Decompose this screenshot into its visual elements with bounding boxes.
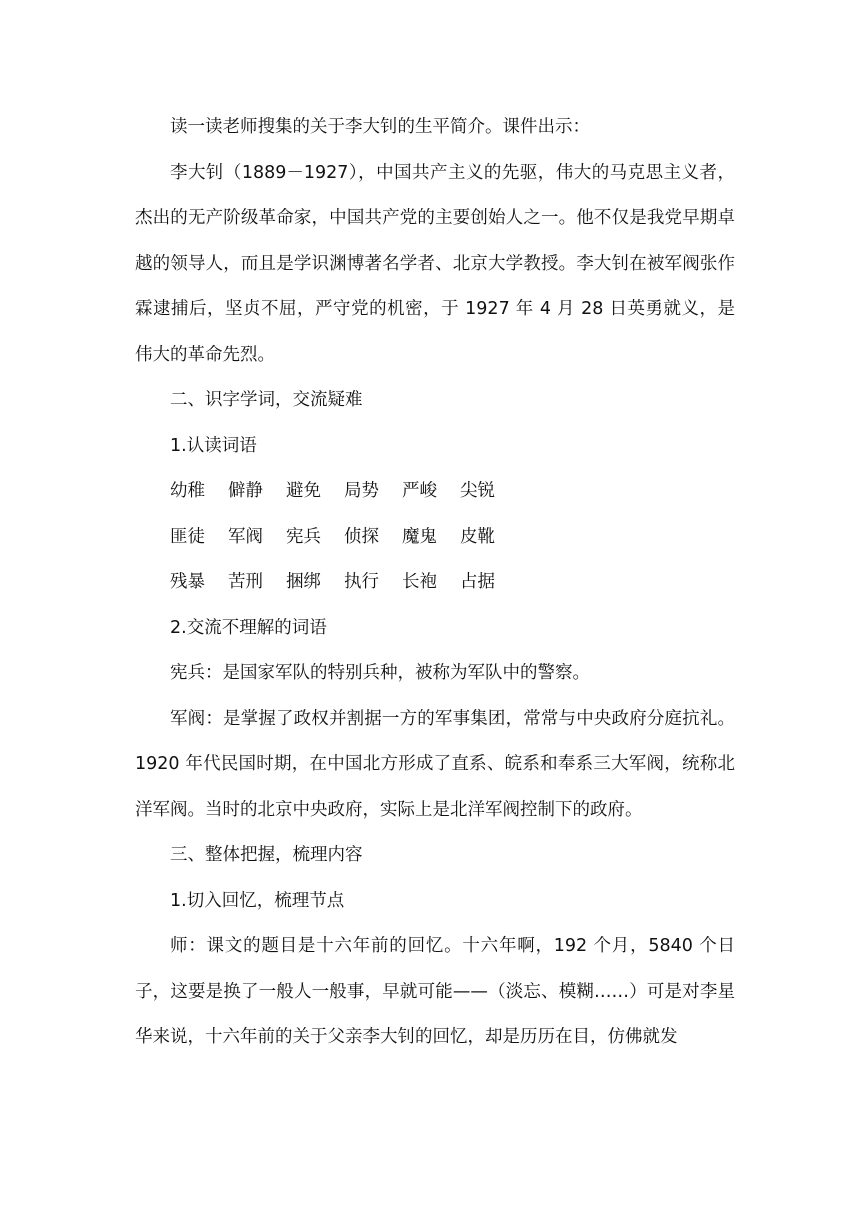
vocab-word: 宪兵 xyxy=(286,526,321,547)
vocab-word: 占据 xyxy=(460,572,495,592)
vocab-word: 避免 xyxy=(286,481,321,501)
vocab-word: 严峻 xyxy=(402,481,437,501)
vocab-word: 皮靴 xyxy=(460,526,495,547)
teacher-paragraph: 师：课文的题目是十六年前的回忆。十六年啊，192 个月，5840 个日子，这要是换了一般人一般事，早就可能——（淡忘、模糊……）可是对李星华来说，十六年前的关于父亲李大钊的回忆，却是历历在目，仿佛就发 xyxy=(135,936,735,1047)
section-heading-3: 三、整体把握，梳理内容 xyxy=(170,845,363,865)
vocab-word: 苦刑 xyxy=(228,572,263,592)
vocab-word: 匪徒 xyxy=(170,526,205,547)
vocab-word: 执行 xyxy=(344,572,379,592)
definition-xianbing: 宪兵：是国家军队的特别兵种，被称为军队中的警察。 xyxy=(170,663,590,683)
vocab-word: 局势 xyxy=(344,481,379,501)
vocab-word: 残暴 xyxy=(170,572,205,592)
vocab-word: 尖锐 xyxy=(460,481,495,501)
subheading-discuss-words: 2.交流不理解的词语 xyxy=(170,617,327,638)
subheading-recall: 1.切入回忆，梳理节点 xyxy=(170,890,345,911)
word-row xyxy=(135,515,735,561)
vocab-word: 侦探 xyxy=(344,526,379,547)
intro-paragraph: 读一读老师搜集的关于李大钊的生平简介。课件出示： xyxy=(170,117,590,137)
subheading-read-words: 1.认读词语 xyxy=(170,435,257,456)
document-body xyxy=(135,105,735,1061)
bio-paragraph: 李大钊（1889－1927），中国共产主义的先驱，伟大的马克思主义者，杰出的无产阶级革命家，中国共产党的主要创始人之一。他不仅是我党早期卓越的领导人，而且是学识渊博著名学者、北京大学教授。李大钊在被军阀张作霖逮捕后，坚贞不屈，严守党的机密，于 1927 年 4 月 28 日英勇就义，是伟大的革命先烈。 xyxy=(135,162,735,365)
vocab-word: 僻静 xyxy=(228,481,263,501)
definition-junfa: 军阀：是掌握了政权并割据一方的军事集团，常常与中央政府分庭抗礼。1920 年代民国时期，在中国北方形成了直系、皖系和奉系三大军阀，统称北洋军阀。当时的北京中央政府，实际上是北洋军阀控制下的政府。 xyxy=(135,708,735,820)
vocab-word: 幼稚 xyxy=(170,481,205,501)
word-row xyxy=(135,469,735,515)
vocab-word: 长袍 xyxy=(402,572,437,592)
section-heading-2: 二、识字学词，交流疑难 xyxy=(170,390,363,410)
vocab-word: 捆绑 xyxy=(286,572,321,592)
vocab-word: 军阀 xyxy=(228,526,263,547)
vocab-word: 魔鬼 xyxy=(402,526,437,547)
word-row xyxy=(135,560,735,606)
